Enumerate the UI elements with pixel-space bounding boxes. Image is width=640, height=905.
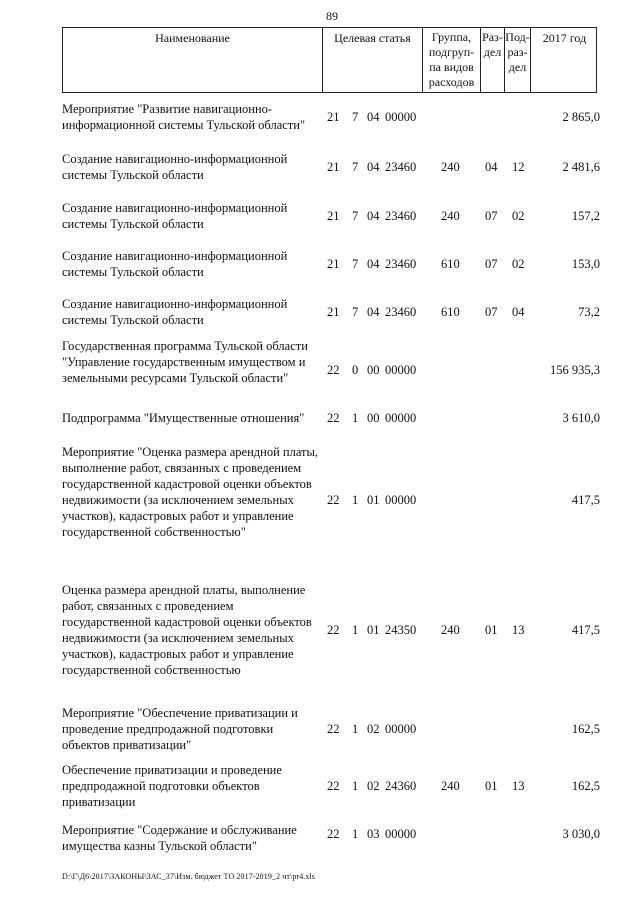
code-event: 00 xyxy=(367,411,380,425)
razdel-code: 07 xyxy=(485,209,498,223)
code-event: 02 xyxy=(367,722,380,736)
header-group: Группа, подгруп-па видов расходов xyxy=(423,28,481,92)
code-direction: 23460 xyxy=(385,209,417,223)
header-year: 2017 год xyxy=(542,31,587,45)
row-name: Мероприятие "Развитие навигационно-информационной системы Тульской области" xyxy=(62,102,306,132)
podrazdel-code: 02 xyxy=(512,209,525,223)
header-target-article: Целевая статья xyxy=(323,28,423,92)
code-direction: 00000 xyxy=(385,110,417,124)
code-direction: 23460 xyxy=(385,160,417,174)
code-direction: 23460 xyxy=(385,305,417,319)
code-subsection: 1 xyxy=(352,722,359,736)
code-event: 01 xyxy=(367,493,380,507)
header-name: Наименование xyxy=(63,28,323,92)
row-name: Мероприятие "Обеспечение приватизации и проведение предпродажной подготовки объектов приватизации" xyxy=(62,706,298,752)
amount-2017: 2 865,0 xyxy=(562,110,600,124)
code-subsection: 1 xyxy=(352,493,359,507)
code-section: 22 xyxy=(327,827,340,841)
row-name: Создание навигационно-информационной системы Тульской области xyxy=(62,297,288,327)
code-event: 04 xyxy=(367,110,380,124)
amount-2017: 3 030,0 xyxy=(562,827,600,841)
code-direction: 00000 xyxy=(385,493,417,507)
code-event: 04 xyxy=(367,305,380,319)
podrazdel-code: 12 xyxy=(512,160,525,174)
code-subsection: 1 xyxy=(352,827,359,841)
code-section: 21 xyxy=(327,257,340,271)
group-code: 240 xyxy=(441,209,460,223)
code-direction: 00000 xyxy=(385,411,417,425)
amount-2017: 73,2 xyxy=(578,305,600,319)
group-code: 240 xyxy=(441,623,460,637)
code-subsection: 7 xyxy=(352,305,359,319)
group-code: 610 xyxy=(441,305,460,319)
code-section: 21 xyxy=(327,160,340,174)
amount-2017: 3 610,0 xyxy=(562,411,600,425)
amount-2017: 162,5 xyxy=(571,779,600,793)
amount-2017: 157,2 xyxy=(571,209,600,223)
amount-2017: 156 935,3 xyxy=(550,363,600,377)
razdel-code: 01 xyxy=(485,623,498,637)
code-section: 21 xyxy=(327,110,340,124)
row-name: Мероприятие "Содержание и обслуживание имущества казны Тульской области" xyxy=(62,823,297,853)
code-event: 04 xyxy=(367,160,380,174)
code-event: 04 xyxy=(367,209,380,223)
code-event: 03 xyxy=(367,827,380,841)
row-name: Создание навигационно-информационной системы Тульской области xyxy=(62,249,288,279)
code-direction: 00000 xyxy=(385,363,417,377)
code-subsection: 0 xyxy=(352,363,359,377)
code-event: 00 xyxy=(367,363,380,377)
code-event: 04 xyxy=(367,257,380,271)
code-event: 01 xyxy=(367,623,380,637)
row-name: Обеспечение приватизации и проведение предпродажной подготовки объектов приватизации xyxy=(62,763,282,809)
razdel-code: 01 xyxy=(485,779,498,793)
footer-path: D:\Г\Д6\2017\ЗАКОНЫ\ЗАС_37\Изм. бюджет ТО 2017-2019_2 чт\pr4.xls xyxy=(62,872,316,881)
header-podrazdel: Под-раз-дел xyxy=(505,28,531,92)
code-subsection: 7 xyxy=(352,209,359,223)
code-direction: 23460 xyxy=(385,257,417,271)
amount-2017: 417,5 xyxy=(571,623,600,637)
podrazdel-code: 13 xyxy=(512,779,525,793)
amount-2017: 162,5 xyxy=(571,722,600,736)
code-section: 22 xyxy=(327,411,340,425)
row-name: Государственная программа Тульской области "Управление государственным имуществом и земельными ресурсами Тульской области" xyxy=(62,339,308,385)
page-number: 89 xyxy=(326,9,338,23)
group-code: 240 xyxy=(441,160,460,174)
amount-2017: 153,0 xyxy=(571,257,600,271)
row-name: Создание навигационно-информационной системы Тульской области xyxy=(62,201,288,231)
code-subsection: 1 xyxy=(352,779,359,793)
row-name: Создание навигационно-информационной системы Тульской области xyxy=(62,152,288,182)
podrazdel-code: 02 xyxy=(512,257,525,271)
razdel-code: 04 xyxy=(485,160,498,174)
row-name: Подпрограмма "Имущественные отношения" xyxy=(62,411,305,425)
amount-2017: 2 481,6 xyxy=(562,160,600,174)
code-direction: 24360 xyxy=(385,779,417,793)
header-razdel: Раз-дел xyxy=(481,28,505,92)
podrazdel-code: 13 xyxy=(512,623,525,637)
code-direction: 24350 xyxy=(385,623,417,637)
code-section: 22 xyxy=(327,493,340,507)
row-name: Оценка размера арендной платы, выполнение работ, связанных с проведением государственной кадастровой оценки объектов недвижимости (за исключением земельных участков), кадастровых работ и управление государственной собственностью xyxy=(62,583,312,677)
razdel-code: 07 xyxy=(485,305,498,319)
code-event: 02 xyxy=(367,779,380,793)
code-section: 22 xyxy=(327,779,340,793)
code-subsection: 7 xyxy=(352,257,359,271)
code-direction: 00000 xyxy=(385,722,417,736)
group-code: 610 xyxy=(441,257,460,271)
row-name: Мероприятие "Оценка размера арендной платы, выполнение работ, связанных с проведением государственной кадастровой оценки объектов недвижимости (за исключением земельных участков), кадастровых работ и управление государственной собственностью" xyxy=(62,445,319,539)
code-subsection: 7 xyxy=(352,110,359,124)
code-section: 21 xyxy=(327,209,340,223)
code-section: 22 xyxy=(327,623,340,637)
code-section: 21 xyxy=(327,305,340,319)
code-section: 22 xyxy=(327,363,340,377)
table-header xyxy=(62,27,597,93)
code-direction: 00000 xyxy=(385,827,417,841)
podrazdel-code: 04 xyxy=(512,305,525,319)
code-subsection: 1 xyxy=(352,623,359,637)
razdel-code: 07 xyxy=(485,257,498,271)
group-code: 240 xyxy=(441,779,460,793)
code-subsection: 7 xyxy=(352,160,359,174)
amount-2017: 417,5 xyxy=(571,493,600,507)
code-subsection: 1 xyxy=(352,411,359,425)
code-section: 22 xyxy=(327,722,340,736)
